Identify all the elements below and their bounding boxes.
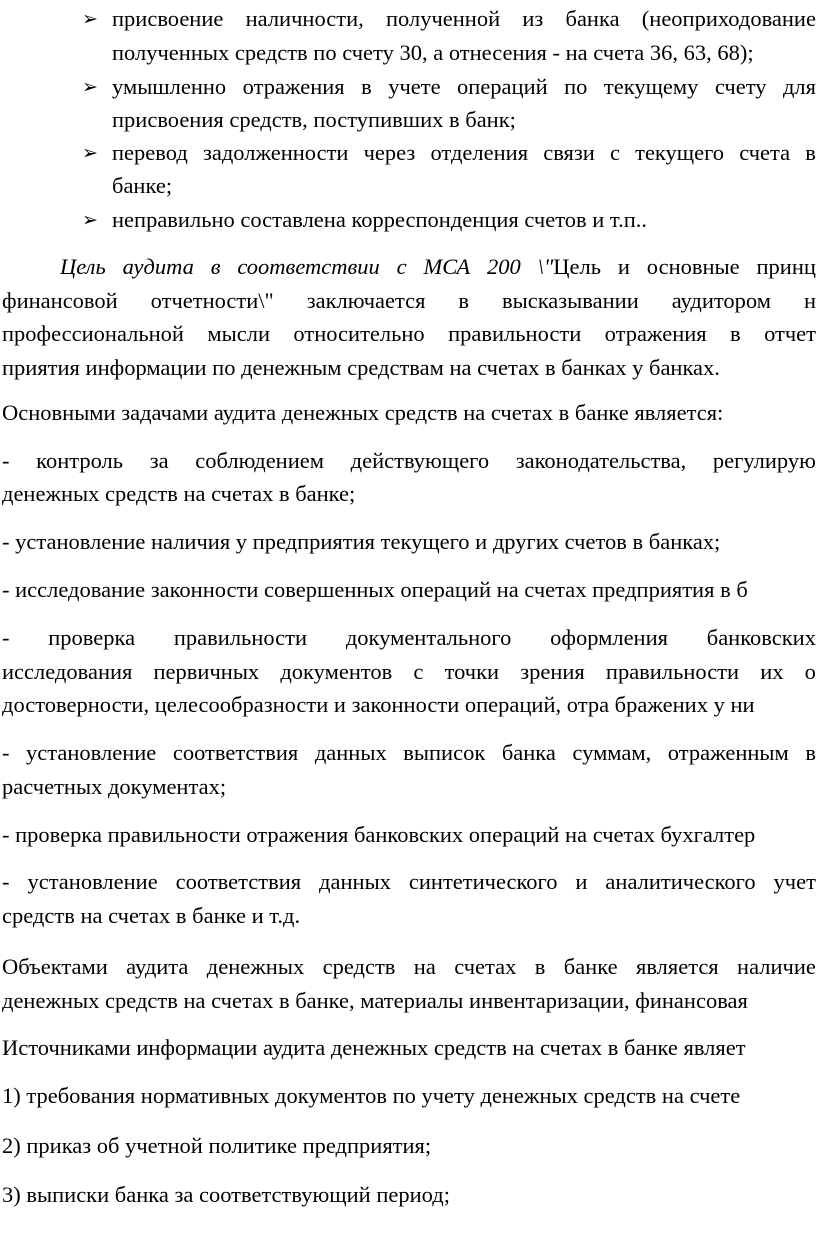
source-item-1: 1) требования нормативных документов по учету денежных средств на счете [2, 1083, 741, 1108]
task-4-line-2: исследования первичных документов с точки зрения правильности их о [2, 659, 816, 684]
goal-line-4: приятия информации по денежным средствам на счетах в банках у банках. [2, 355, 720, 380]
bullet-icon: ➢ [82, 209, 98, 231]
task-2-line-1: - установление наличия у предприятия текущего и других счетов в банках; [2, 529, 721, 554]
objects-line-1: Объектами аудита денежных средств на счетах в банке является наличие [2, 954, 816, 979]
task-7-line-2: средств на счетах в банке и т.д. [2, 903, 301, 928]
task-5-line-2: расчетных документах; [2, 774, 227, 799]
bullet-2-line-1: умышленно отражения в учете операций по текущему счету для [112, 74, 816, 99]
goal-line-2: финансовой отчетности\" заключается в высказывании аудитором н [2, 288, 816, 313]
tasks-heading: Основными задачами аудита денежных средств на счетах в банке является: [2, 400, 724, 425]
bullet-1-line-2: полученных средств по счету 30, а отнесения - на счета 36, 63, 68); [112, 40, 754, 65]
task-4-line-1: - проверка правильности документального оформления банковских [2, 625, 816, 650]
bullet-icon: ➢ [82, 76, 98, 98]
task-6-line-1: - проверка правильности отражения банковских операций на счетах бухгалтер [2, 822, 756, 847]
source-item-2: 2) приказ об учетной политике предприятия; [2, 1133, 432, 1158]
task-3-line-1: - исследование законности совершенных операций на счетах предприятия в б [2, 577, 748, 602]
task-1-line-2: денежных средств на счетах в банке; [2, 481, 356, 506]
bullet-icon: ➢ [82, 142, 98, 164]
bullet-2-line-2: присвоения средств, поступивших в банк; [112, 107, 516, 132]
task-4-line-3: достоверности, целесообразности и законности операций, отра бражених у ни [2, 692, 755, 717]
task-1-line-1: - контроль за соблюдением действующего законодательства, регулирую [2, 448, 816, 473]
bullet-3-line-1: перевод задолженности через отделения связи с текущего счета в [112, 140, 816, 165]
sources-heading: Источниками информации аудита денежных средств на счетах в банке являет [2, 1035, 746, 1060]
source-item-3: 3) выписки банка за соответствующий период; [2, 1182, 450, 1207]
goal-line-1: Цель аудита в соответствии с МСА 200 \"Цель и основные принц [60, 254, 816, 279]
task-7-line-1: - установление соответствия данных синтетического и аналитического учет [2, 869, 816, 894]
objects-line-2: денежных средств на счетах в банке, материалы инвентаризации, финансовая [2, 988, 748, 1013]
bullet-1-line-1: присвоение наличности, полученной из банка (неоприходование [112, 6, 816, 31]
bullet-4-line-1: неправильно составлена корреспонденция счетов и т.п.. [112, 207, 647, 232]
goal-line-3: профессиональной мысли относительно правильности отражения в отчет [2, 321, 816, 346]
bullet-3-line-2: банке; [112, 173, 173, 198]
bullet-icon: ➢ [82, 8, 98, 30]
task-5-line-1: - установление соответствия данных выписок банка суммам, отраженным в [2, 740, 816, 765]
